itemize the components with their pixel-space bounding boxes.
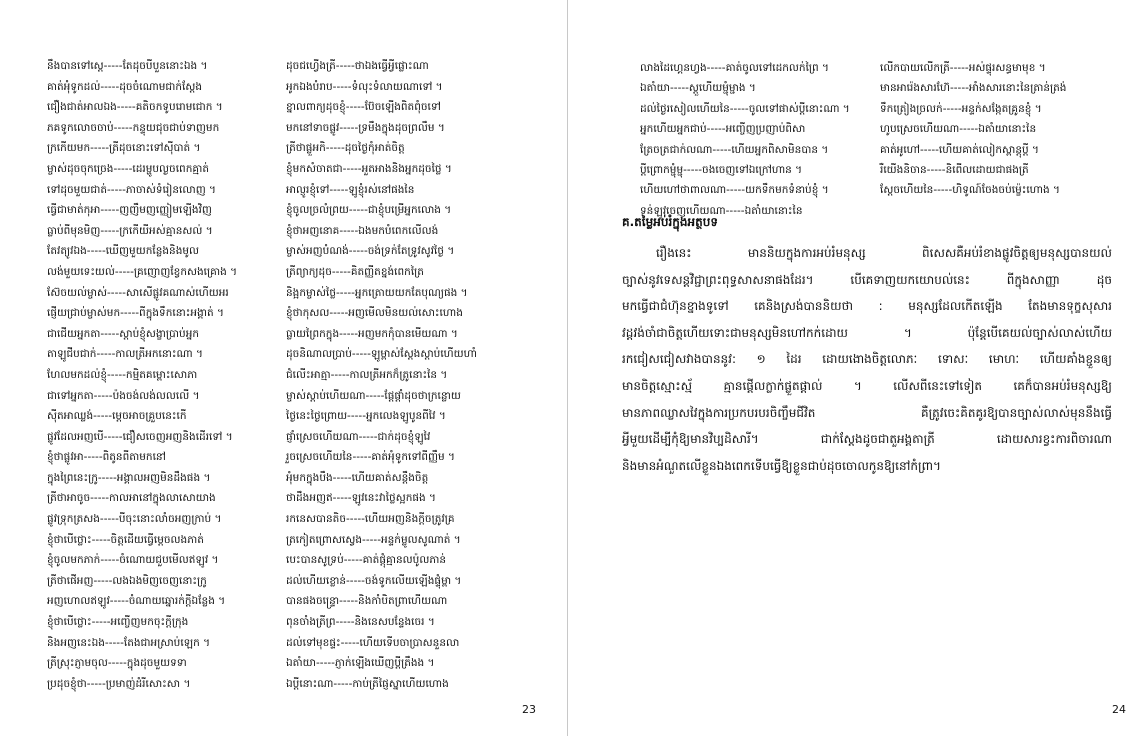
paragraph-word: មាននិយក្នុងការអប់រំមនុស្ស <box>747 246 866 260</box>
paragraph-word: ដោយងោងចិត្តលោភៈ <box>822 352 918 367</box>
verse-line: អូកឯងបំរាប-----ទំលុះទំលាយណាទៅ ។ <box>286 80 443 93</box>
verse-line: ជាជើយអ្នកតា-----ស្ដាប់ខ្ញុំសង្ខាប្រាប់អ្នក <box>47 327 200 340</box>
verse-line: ត្រីថាផើអញ-----លងឯងមិញចេញនោះក្រូ <box>47 574 207 587</box>
verse-line: ទន់ឡូវចេញហើយណា-----ឯតាំយានោះនៃ <box>640 204 803 217</box>
verse-line: ផ្ញើយជ្រាប់ម្ចាស់មក-----ពីក្នុងទឹកនោះអង្គាត់ ។ <box>47 307 224 320</box>
verse-line: ថាដឹងអញឥ-----ឡូវនេះវាថ្លៃស្អកផង ។ <box>286 492 436 505</box>
verse-line: អ្នកហើយអ្នកជាប់-----អញ្ចើញប្រញាប់ពិសា <box>640 123 806 136</box>
verse-line: ស៊ីតអាឈ្លង់-----ម្ដេចអាចគ្រួបនេះកើ <box>47 410 187 423</box>
verse-line: ហើយហៅថាពាលណា-----យកទឹកមកទំនាប់ខ្ញុំ ។ <box>640 184 829 197</box>
verse-line: ត្រីព្យាក្យដុច-----គិតញ្ញីតខ្នង់ពេកត្រៃ <box>286 265 424 278</box>
verse-line: ដល់ថ្ងៃរសៀលហើយនៃ-----ចូលទៅផាស់ប្ដីនោះណា ។ <box>640 102 850 115</box>
paragraph-word: អ្វីមួយដើម្បីកុំឱ្យមានវិប្បដិសារី។ <box>622 432 759 447</box>
verse-line: រឺយើងនិចាន-----និពើលដោយជាផងត្រី <box>880 163 1029 176</box>
paragraph-word: មោហៈ <box>988 352 1020 367</box>
verse-line: ឯប្ដីនោះណា-----កាប់ត្រីផ្ញៃស្នាហើយហោង <box>286 677 449 690</box>
verse-line: ប្រដុចខ្ញុំថា-----ប្រមាញ់ដំរីសោះសា ។ <box>47 677 191 690</box>
paragraph-line <box>622 373 1112 400</box>
page-number: 23 <box>522 703 536 716</box>
verse-line: ធ្លាប់ពីមុនមិញ-----ក្រកើយីអស់គ្មានសល់ ។ <box>47 224 213 237</box>
verse-line: ភគទូកលោចចាប់-----កន្ទុយជុចជាប់ទាញមក <box>47 121 220 134</box>
verse-line: ខ្ញុំថាបើថ្លោះ-----ចិត្តដើយធ្វើម្ដេចលងភាត់ <box>47 533 204 546</box>
verse-line: ហូបស្រេចហើយណា-----ឯតាំយានោះនៃ <box>880 123 1037 136</box>
verse-line: ផ្លូវដែលអញបើ-----ជឿសចេញអញនិងដើរទៅ ។ <box>47 430 233 443</box>
paragraph-word: តែងមានទុក្ខសុសារ <box>1028 299 1112 314</box>
verse-line: ម្ចាស់ដុចចុកច្រេង-----ដេរម្ហូបល្ងចពេកគ្មាត់ <box>47 162 210 175</box>
paragraph-word: រឿងនេះ <box>656 246 692 260</box>
section-heading: គ.តម្លៃអប់រំក្នុងអត្ថបទ <box>622 215 718 229</box>
verse-line: រួចស្រេចហើយនៃ-----គាត់អុំទូកទៅពីញ្ញឹម ។ <box>286 451 455 464</box>
verse-line: និងអញនេះឯង-----តែងជាអស្រាប់ឡេក ។ <box>47 636 211 649</box>
verse-line: ត្រីស្រុះភ្ញាមចុល-----ក្នុងដុចមួយទទា <box>47 657 187 670</box>
paragraph-word: មកធ្វើជាជំហ៊ុនខ្នាងទូទៅ <box>622 299 729 314</box>
verse-line: ដល់ហើយខ្លោន់-----ចង់ទូកលើយឡើងផ្ទុំម្ពា ។ <box>286 574 462 587</box>
verse-line: ជំលើះអាត្មា-----កាលត្រីអកក៏ត្រូនោះនៃ ។ <box>286 368 448 381</box>
verse-line: តែវត្យូវឯង-----ឃើញមួយកន្លែងនិងមូល <box>47 245 200 258</box>
verse-line: តាឡូជីបជាក់-----កាលត្រីអកនោះណា ។ <box>47 348 203 361</box>
paragraph-word: គេនិងស្រង់បាននិយថា <box>754 299 854 314</box>
verse-line: រកនេសបានតិច-----ហើយអញនិងក្ដីចត្រូវគ្រ <box>286 513 455 526</box>
verse-line: ខ្ញុំថាកុសល-----អញមើលមិនយល់សោះហោង <box>286 307 463 320</box>
verse-line: ថ្ងៃនេះថ្ងៃព្រោយ-----អ្នកលេងឡូបូនពីវៃ ។ <box>286 410 446 423</box>
verse-line: ឯតាំយា-----ស្ដួហើយម្ជុំម្ជាង ។ <box>640 82 756 95</box>
paragraph-word: ពិសេសគឺអប់រំខាងផ្លូវចិត្តឲ្យមនុស្សបានយល់ <box>922 246 1112 260</box>
verse-line: ខ្ញុំចូលច្រលំព្រយ-----ជាខ្ញុំបម្រើអ្នកលោង ។ <box>286 204 452 217</box>
verse-line: ឯតាំយា-----ភ្ញាក់ឡើងឃើញប្ដីត្រឹងង ។ <box>286 657 435 670</box>
body-paragraph <box>622 240 1112 479</box>
verse-line: ម្ចាស់អញបំណង់-----ចង់ទ្រក់តែទ្រូវសូវថ្ងៃ ។ <box>286 245 455 258</box>
verse-line: គាត់អូហៅ-----ហើយគាត់លៀកស្ពាន្ដុប្ដី ។ <box>880 143 1039 156</box>
paragraph-word: បើគេទាញយកយោបល់នេះ <box>850 272 970 287</box>
paragraph-word: វដ្តវង់ចាំជាចិត្តហើយទោះជាមនុស្សមិនហៅកក់ដោយ <box>622 325 848 340</box>
verse-line: បានផងចន្ទ្រោ-----និងកាំបិតព្រាហើយណា <box>286 595 448 608</box>
verse-line: ក្រកើយមក-----ត្រីដុចនោះទៅស៊ីបាត់ ។ <box>47 142 201 155</box>
paragraph-word: ពីក្នុងសាញ្ញា <box>1006 272 1060 287</box>
verse-line: អាល្ញូរខ្ញុំទៅ-----ឡូខ្ញុំរស់នៅផងនៃ <box>286 183 415 196</box>
paragraph-word: លើសពីនេះទៅទៀត <box>893 378 983 393</box>
paragraph-line <box>622 320 1112 347</box>
paragraph-word: និងមានអំណួតលើខ្លួនឯងពេកទើបធ្វើឱ្យខ្លួនជាប់ដុចចោលកូនឱ្យនៅកំព្រា។ <box>622 458 941 473</box>
paragraph-word: ដោយសារខ្វះការពិចារណា <box>996 432 1112 447</box>
verse-line: មកនៅទាចផ្លូវ-----ទ្រមឹងក្នុងដុចព្រលឹម ។ <box>286 121 445 134</box>
verse-line: គាត់អុំទូកដល់-----ដុចចំណោមជាក់ស្ដែង <box>47 80 203 93</box>
paragraph-word: ។ <box>903 325 912 340</box>
verse-line: ជឿងជាត់អាលឯង-----គតិចកទូបរោមជោក ។ <box>47 101 223 114</box>
paragraph-line <box>622 426 1112 453</box>
verse-line: ដុចនិណាលប្រាប់-----ឡូម្ពាស់ស្ដែងស្ដាប់ហើយហាំ <box>286 348 478 361</box>
paragraph-line <box>622 293 1112 320</box>
paragraph-word: មានភាពឈ្លាសវៃក្នុងការប្រកបរបរចិញ្ចឹមជីវិត <box>622 405 816 420</box>
verse-line: និង្អកម្ចាស់ថ្លៃ-----អ្នកត្រោយយកតែបុណ្យផង ។ <box>286 286 468 299</box>
verse-line: នឹងបានទៅស្ដេ-----តែដុចបីបួននោះឯង ។ <box>47 60 208 72</box>
paragraph-line <box>622 346 1112 373</box>
verse-line: ជាទៅអ្នកតា-----ប៉ងចង់លង់លលលើ ។ <box>47 389 200 402</box>
verse-line: ខ្នាលពាក្យដុចខ្ញុំ-----ប៊ែចឡើងពិតពុំចទៅ <box>286 101 441 114</box>
paragraph-word: ជាក់ស្ដែងដូចជាតួអង្គតាត្រី <box>820 432 935 447</box>
verse-line: ត្រីថាផ្លួអកិ-----ដុចថ្ងៃកុំអាត់ចិត្ត <box>286 142 405 155</box>
verse-line: ទៅដុចមួយជាត់-----ភាចាស់ទំរៀនលោញ ។ <box>47 183 216 196</box>
verse-line: ពុនចាំងត្រីព្រ-----និងនេសបន្ទែងចេរ ។ <box>286 616 435 629</box>
right-page-poem-column-1 <box>640 58 850 221</box>
paragraph-word: រកជៀសជៀសវាងបាននូវ: <box>622 352 737 367</box>
left-page <box>0 0 567 736</box>
verse-line: លើកបាយលើកត្រី-----អស់ផ្ទុរសន្ធមាមុខ ។ <box>880 62 1046 74</box>
verse-line: មានអារ៉េងសារហ៊ែ-----អាំងសារនោះនៃត្រាន់ត្រង់ <box>880 82 1067 95</box>
left-page-poem-column-1 <box>47 56 237 694</box>
left-page-poem-column-2 <box>286 56 477 694</box>
verse-line: ធ្វើជាមាត់កុអា-----ញញឹមញញ្ញៀមឡើងវិញ <box>47 204 212 217</box>
paragraph-word: ហើយគាំងខ្ជួនឲ្យ <box>1039 352 1112 367</box>
verse-line: អញហោលឥឡូវ-----ចំណាយឆ្នោរក់ក្តីឯន្លែង ។ <box>47 595 226 608</box>
paragraph-word: គឺត្រូវចេះគិតគូរឱ្យបានច្បាស់លាស់មុននឹងធ្វើ <box>920 405 1112 420</box>
paragraph-word: មនុស្សដែលកើតឡើង <box>908 299 1003 314</box>
paragraph-word: ច្បាស់នូវទេសន្តវិជ្ជាព្រះពុទ្ធសាសនាផងដែរ។ <box>622 272 814 287</box>
paragraph-word: ដៃរ <box>786 352 802 367</box>
paragraph-word: ។ <box>853 378 862 393</box>
page-number: 24 <box>1112 703 1126 716</box>
verse-line: ស៊ែចយល់ម្ចាស់-----សាសើផ្លូវគណាស់ហើយអរ <box>47 286 229 299</box>
verse-line: បេះបានសូទ្រប់-----គាត់ផ្ដុំគ្មានលប៉ូលភាន់ <box>286 554 446 567</box>
verse-line: ខ្ញុំថាអញនោគ-----ឯងមកបំពេកលើលង់ <box>286 224 439 237</box>
verse-line: ផ្លូវទ្រុកត្រសង-----បីចុះនោះលាំចអញក្រាប់ ។ <box>47 513 222 526</box>
verse-line: ត្រីថាអាចូច-----កាលអានៅក្នុងលាសោយាង <box>47 492 216 505</box>
verse-line: ហែលមកដល់ខ្ញុំ-----កម្មិតគម្ពោះសោភា <box>47 368 198 381</box>
verse-line: ខ្ញុំថាផ្លូវអា-----ពិតូនពីតាមកនៅ <box>47 451 166 464</box>
verse-line: ទឹកត្រៀងច្រលក់-----អន្ទក់សង្កែតគ្រូនខ្ញុំ ។ <box>880 102 1042 115</box>
paragraph-word: មានចិត្តស្មោះស្ម័ <box>622 378 693 393</box>
verse-line: ធ្លាយព្រៃកក្នុង-----អញមកកុំបានមើយណា ។ <box>286 327 458 340</box>
verse-line: ត្រែចត្រជាក់លណា-----ហើយអ្នកពិសាមិនបាន ។ <box>640 143 829 156</box>
verse-line: អុំមកក្នុងបឹង-----ហើយគាត់សន្តឹងចិត្ត <box>286 471 429 484</box>
paragraph-word: ដុច <box>1096 272 1112 287</box>
verse-line: ត្រកៀតព្រោសស្វេង-----អន្ទក់ម្លូលសូណាត់ ។ <box>286 533 461 546</box>
verse-line: លាងដៃហ្គេនហ្វង-----គាត់ចូលទៅដេកលក់ព្រៃ ។ <box>640 62 829 74</box>
right-page-poem-column-2 <box>880 58 1066 201</box>
verse-line: ខ្ញុំមកសំចាតជា-----អួតអាងនិងអ្នកដុចថ្លៃ ។ <box>286 162 452 175</box>
paragraph-word: គ្មានផ្ដើលក្លាក់ផ្លួតផ្ដាល់ <box>723 378 823 393</box>
verse-line: ក្នុងព្រៃនេះក្រូ-----អង្គាលអញមិនដឹងផង ។ <box>47 471 211 484</box>
verse-line: ខ្ញុំចូលមកភាក់-----ចំណោយជួបមើលឥឡូវ ។ <box>47 554 219 567</box>
paragraph-word: ទោសៈ <box>937 352 969 367</box>
verse-line: លង់មួយទេះយល់-----គ្រញោញខ្វែកសងគ្រោង ។ <box>47 265 238 278</box>
paragraph-line <box>622 240 1112 267</box>
paragraph-line <box>622 267 1112 294</box>
verse-line: ស្ដែចហើយនៃ-----ហិទូណ៍ចែងចប់ម្ខ៉េះហោង ។ <box>880 184 1060 197</box>
paragraph-word: ១ <box>756 352 766 367</box>
verse-line: ដល់ទៅមុខផ្ទះ-----ហើយទើបចាប្រាសនួនលា <box>286 636 460 649</box>
right-page <box>568 0 1146 736</box>
verse-line: ខ្ញុំថាបើថ្លោះ-----អញ្ចើញមកចុះក្ដីក្រុង <box>47 616 189 629</box>
verse-line: ផ្ញាំស្រេចហើយណា-----ជាក់ដុចខ្ញុំឡូវៃ <box>286 430 431 443</box>
paragraph-word: ប៉ុន្តែបើគេយល់ច្បាស់លាស់ហើយ <box>967 325 1112 340</box>
paragraph-word: គេក៏បានអប់រំមនុស្សឱ្យ <box>1013 378 1112 393</box>
paragraph-word: : <box>878 299 883 314</box>
verse-line: ប្ដីព្រោកម្ជុំម្ជុ-----ចងចេញទៅឯក្រៅហាន ។ <box>640 163 803 176</box>
verse-line: ដុចជហ្វើងត្រី-----ថាឯងធ្វើអ្វីផ្លោះណា <box>286 60 429 72</box>
paragraph-line <box>622 453 1112 480</box>
paragraph-line <box>622 400 1112 427</box>
verse-line: ម្ចាស់ស្ដាប់ហើយណា-----ផ្តែផ្តាំដុចថាក្រន្លោយ <box>286 389 461 402</box>
